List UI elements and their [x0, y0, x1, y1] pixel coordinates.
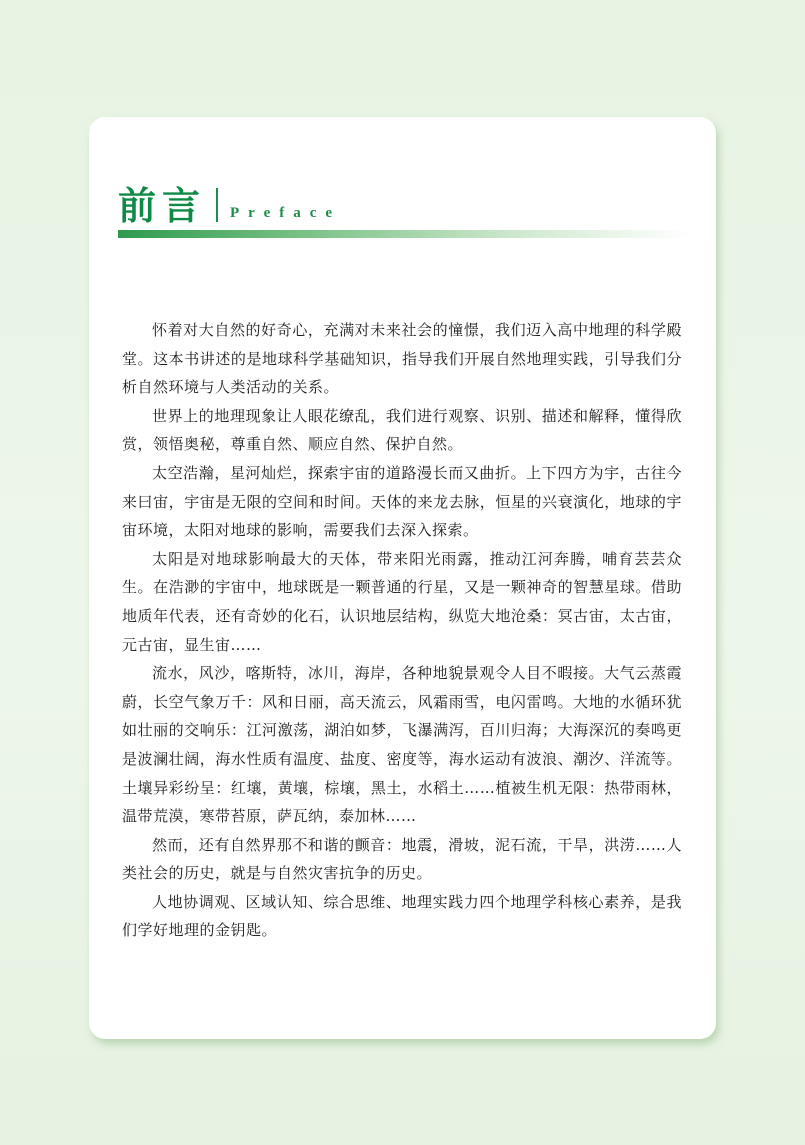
paragraph: 然而，还有自然界那不和谐的颤音：地震，滑坡，泥石流，干旱，洪涝……人类社会的历史，就是与自然灾害抗争的历史。 [122, 835, 682, 883]
paragraph: 人地协调观、区域认知、综合思维、地理实践力四个地理学科核心素养，是我们学好地理的金钥匙。 [122, 892, 682, 940]
paragraph: 流水，风沙，喀斯特，冰川，海岸，各种地貌景观令人目不暇接。大气云蒸霞蔚，长空气象万千：风和日丽，高天流云，风霜雨雪，电闪雷鸣。大地的水循环犹如壮丽的交响乐：江河激荡，湖泊如梦，飞瀑满泻，百川归海；大海深沉的奏鸣更是波澜壮阔，海水性质有温度、盐度、密度等，海水运动有波浪、潮汐、洋流等。土壤异彩纷呈：红壤，黄壤，棕壤，黑土，水稻土……植被生机无限：热带雨林，温带荒漠，寒带苔原，萨瓦纳，泰加林…… [122, 664, 682, 826]
title-divider [216, 188, 218, 222]
preface-heading [118, 180, 341, 228]
paragraph: 怀着对大自然的好奇心，充满对未来社会的憧憬，我们迈入高中地理的科学殿堂。这本书讲述的是地球科学基础知识，指导我们开展自然地理实践，引导我们分析自然环境与人类活动的关系。 [122, 321, 682, 397]
page-subtitle: Preface [230, 205, 342, 221]
preface-body [122, 316, 682, 945]
paragraph: 太阳是对地球影响最大的天体，带来阳光雨露，推动江河奔腾，哺育芸芸众生。在浩渺的宇宙中，地球既是一颗普通的行星，又是一颗神奇的智慧星球。借助地质年代表，还有奇妙的化石，认识地层结构，纵览大地沧桑：冥古宙，太古宙，元古宙，显生宙…… [122, 549, 682, 654]
heading-underline [118, 230, 691, 238]
page-title: 前言 [118, 183, 207, 228]
paragraph: 世界上的地理现象让人眼花缭乱，我们进行观察、识别、描述和解释，懂得欣赏，领悟奥秘，尊重自然、顺应自然、保护自然。 [122, 406, 682, 454]
paragraph: 太空浩瀚，星河灿烂，探索宇宙的道路漫长而又曲折。上下四方为宇，古往今来曰宙，宇宙是无限的空间和时间。天体的来龙去脉，恒星的兴衰演化，地球的宇宙环境，太阳对地球的影响，需要我们去深入探索。 [122, 463, 682, 540]
